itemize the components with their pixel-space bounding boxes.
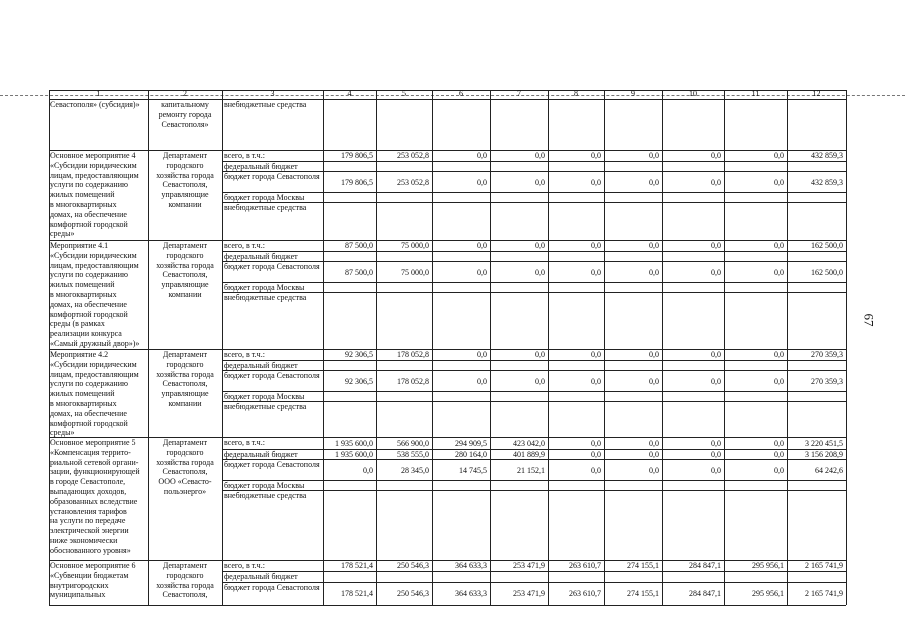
measure-name-line: Севастополя» (субсидия)» xyxy=(50,100,140,109)
column-number: 2 xyxy=(183,89,187,98)
measure-name-line: выпадающих доходов, xyxy=(50,487,127,496)
measure-name-line: установления тарифов xyxy=(50,506,127,516)
responsible-executor-line: капитальному xyxy=(161,100,209,109)
responsible-executor-line: Севастополя, xyxy=(162,270,208,280)
budget-value: 0,0 xyxy=(774,350,784,359)
measure-name-line: «Компенсация террито- xyxy=(50,447,131,457)
budget-value: 284 847,1 xyxy=(689,561,721,570)
budget-value: 0,0 xyxy=(649,267,659,277)
budget-value: 566 900,0 xyxy=(397,439,429,448)
budget-value: 0,0 xyxy=(477,241,487,250)
budget-value: 0,0 xyxy=(649,376,659,386)
measure-name-line: лицам, предоставляющим xyxy=(50,170,139,180)
budget-value: 0,0 xyxy=(535,350,545,359)
funding-source: всего, в т.ч.: xyxy=(224,561,265,570)
responsible-executor-line: управляющие xyxy=(161,280,209,290)
responsible-executor-line: ООО «Севасто- xyxy=(158,477,212,487)
responsible-executor-line: компании xyxy=(168,290,202,299)
budget-value: 253 471,9 xyxy=(513,561,545,570)
measure-name-line: «Субсидии юридическим xyxy=(50,250,137,260)
budget-value: 284 847,1 xyxy=(689,589,721,598)
budget-value: 178 052,8 xyxy=(397,376,429,386)
budget-value: 0,0 xyxy=(711,267,721,277)
responsible-executor-line: городского xyxy=(166,160,204,170)
budget-value: 0,0 xyxy=(774,465,784,475)
measure-name-line: «Субсидии юридическим xyxy=(50,359,137,369)
measure-name-line: комфортной городской xyxy=(50,418,128,428)
budget-value: 274 155,1 xyxy=(627,561,659,570)
responsible-executor-line: ремонту города xyxy=(158,109,212,119)
budget-value: 0,0 xyxy=(711,151,721,160)
budget-value: 87 500,0 xyxy=(345,267,373,277)
budget-value: 28 345,0 xyxy=(401,465,429,475)
budget-value: 0,0 xyxy=(535,376,545,386)
budget-value: 0,0 xyxy=(711,177,721,187)
budget-value: 270 359,3 xyxy=(811,376,843,386)
column-divider xyxy=(662,90,663,605)
budget-value: 0,0 xyxy=(774,450,784,459)
budget-value: 0,0 xyxy=(477,267,487,277)
column-number: 7 xyxy=(517,89,521,98)
funding-source: федеральный бюджет xyxy=(224,572,298,581)
budget-value: 0,0 xyxy=(711,350,721,359)
responsible-executor-line: Севастополя, xyxy=(162,590,208,600)
funding-source: всего, в т.ч.: xyxy=(224,241,265,250)
responsible-executor-line: Департамент xyxy=(162,151,208,160)
column-divider xyxy=(548,90,549,605)
budget-value: 162 500,0 xyxy=(811,241,843,250)
funding-source: бюджет города Москвы xyxy=(224,481,305,490)
funding-source: внебюджетные средства xyxy=(224,100,307,109)
budget-value: 0,0 xyxy=(711,450,721,459)
column-number: 5 xyxy=(402,89,406,98)
budget-value: 87 500,0 xyxy=(345,241,373,250)
budget-value: 0,0 xyxy=(591,267,601,277)
responsible-executor-line: польэнерго» xyxy=(163,487,207,496)
budget-value: 0,0 xyxy=(591,241,601,250)
budget-value: 75 000,0 xyxy=(401,267,429,277)
budget-value: 253 471,9 xyxy=(513,589,545,598)
budget-value: 179 806,5 xyxy=(341,151,373,160)
budget-value: 253 052,8 xyxy=(397,151,429,160)
budget-value: 178 052,8 xyxy=(397,350,429,359)
budget-value: 178 521,4 xyxy=(341,561,373,570)
responsible-executor-line: городского xyxy=(166,250,204,260)
column-divider xyxy=(323,90,324,605)
measure-name-line: среды» xyxy=(50,229,75,239)
column-number: 4 xyxy=(347,89,352,98)
measure-name-line: в многоквартирных xyxy=(50,200,117,209)
budget-value: 0,0 xyxy=(363,465,373,475)
budget-value: 538 555,0 xyxy=(397,450,429,459)
budget-value: 0,0 xyxy=(477,350,487,359)
measure-name-line: обоснованного уровня» xyxy=(50,545,131,555)
budget-value: 64 242,6 xyxy=(815,465,843,475)
column-number: 10 xyxy=(689,89,697,98)
measure-name-line: жилых помещений xyxy=(50,389,115,399)
budget-value: 263 610,7 xyxy=(569,589,601,598)
budget-value: 0,0 xyxy=(649,177,659,187)
budget-value: 274 155,1 xyxy=(627,589,659,598)
column-divider xyxy=(724,90,725,605)
funding-source: бюджет города Севастополя xyxy=(224,262,320,271)
column-number: 6 xyxy=(459,89,463,98)
budget-value: 0,0 xyxy=(649,439,659,448)
budget-value: 0,0 xyxy=(774,439,784,448)
responsible-executor-line: Севастополя, xyxy=(162,467,208,477)
column-divider xyxy=(222,90,223,605)
measure-name-line: муниципальных xyxy=(50,590,106,600)
budget-value: 364 633,3 xyxy=(455,561,487,570)
measure-name-line: услуги по содержанию xyxy=(50,180,128,190)
budget-value: 0,0 xyxy=(591,376,601,386)
column-divider xyxy=(432,90,433,605)
budget-value: 3 156 208,9 xyxy=(805,450,843,459)
measure-name-line: среды (в рамках xyxy=(50,319,105,329)
funding-source: бюджет города Москвы xyxy=(224,392,305,401)
measure-name-line: комфортной городской xyxy=(50,309,128,319)
responsible-executor-line: управляющие xyxy=(161,190,209,200)
responsible-executor-line: городского xyxy=(166,359,204,369)
responsible-executor-line: Департамент xyxy=(162,438,208,447)
budget-value: 294 909,5 xyxy=(455,439,487,448)
responsible-executor-line: городского xyxy=(166,570,204,580)
measure-name-line: Основное мероприятие 4 xyxy=(50,151,136,160)
measure-name-line: домах, на обеспечение xyxy=(50,209,127,219)
measure-name-line: зации, функционирующей xyxy=(50,467,140,477)
budget-value: 0,0 xyxy=(649,151,659,160)
responsible-executor-line: Департамент xyxy=(162,350,208,359)
funding-source: бюджет города Севастополя xyxy=(224,460,320,469)
budget-value: 432 859,3 xyxy=(811,177,843,187)
column-number: 12 xyxy=(812,89,821,98)
responsible-executor-line: Департамент xyxy=(162,241,208,250)
responsible-executor-line: Севастополя, xyxy=(162,379,208,389)
measure-name-line: лицам, предоставляющим xyxy=(50,369,139,379)
budget-value: 250 546,3 xyxy=(397,561,429,570)
budget-value: 2 165 741,9 xyxy=(805,561,843,570)
budget-value: 1 935 600,0 xyxy=(335,450,373,459)
budget-value: 0,0 xyxy=(591,151,601,160)
funding-source: внебюджетные средства xyxy=(224,402,307,411)
budget-value: 0,0 xyxy=(535,151,545,160)
measure-name-line: электрической энергии xyxy=(50,526,129,536)
budget-value: 364 633,3 xyxy=(455,589,487,598)
column-divider xyxy=(604,90,605,605)
measure-name-line: услуги по содержанию xyxy=(50,270,128,280)
budget-value: 179 806,5 xyxy=(341,177,373,187)
measure-name-line: Мероприятие 4.2 xyxy=(50,350,109,359)
measure-name-line: Основное мероприятие 5 xyxy=(50,438,136,447)
measure-name-line: «Субвенции бюджетам xyxy=(50,570,129,580)
budget-value: 295 956,1 xyxy=(752,589,784,598)
responsible-executor-line: Севастополя» xyxy=(161,119,209,129)
measure-name-line: домах, на обеспечение xyxy=(50,408,127,418)
measure-name-line: «Субсидии юридическим xyxy=(50,160,137,170)
funding-source: внебюджетные средства xyxy=(224,491,307,500)
responsible-executor-line: хозяйства города xyxy=(156,260,214,270)
budget-value: 270 359,3 xyxy=(811,350,843,359)
measure-name-line: в многоквартирных xyxy=(50,290,117,299)
column-divider xyxy=(787,90,788,605)
funding-source: бюджет города Севастополя xyxy=(224,172,320,181)
budget-value: 0,0 xyxy=(649,465,659,475)
budget-value: 162 500,0 xyxy=(811,267,843,277)
budget-value: 0,0 xyxy=(774,267,784,277)
measure-name-line: Мероприятие 4.1 xyxy=(50,241,109,250)
budget-value: 253 052,8 xyxy=(397,177,429,187)
budget-value: 0,0 xyxy=(774,241,784,250)
budget-value: 0,0 xyxy=(535,241,545,250)
budget-value: 0,0 xyxy=(591,465,601,475)
measure-name-line: в многоквартирных xyxy=(50,399,117,408)
measure-name-line: комфортной городской xyxy=(50,219,128,229)
funding-source: федеральный бюджет xyxy=(224,252,298,261)
responsible-executor-line: компании xyxy=(168,200,202,209)
funding-source: федеральный бюджет xyxy=(224,450,298,459)
budget-value: 0,0 xyxy=(591,450,601,459)
responsible-executor-line: компании xyxy=(168,399,202,408)
budget-value: 178 521,4 xyxy=(341,589,373,598)
budget-value: 92 306,5 xyxy=(345,350,373,359)
table-bottom-border xyxy=(49,605,846,606)
measure-name-line: риальной сетевой органи- xyxy=(50,457,139,467)
measure-name-line: реализации конкурса xyxy=(50,329,122,339)
measure-name-line: домах, на обеспечение xyxy=(50,299,127,309)
budget-value: 423 042,0 xyxy=(513,439,545,448)
budget-value: 0,0 xyxy=(711,376,721,386)
budget-value: 0,0 xyxy=(535,177,545,187)
budget-value: 0,0 xyxy=(591,350,601,359)
column-number: 9 xyxy=(631,89,635,98)
funding-source: всего, в т.ч.: xyxy=(224,151,265,160)
funding-source: бюджет города Севастополя xyxy=(224,371,320,380)
funding-source: федеральный бюджет xyxy=(224,361,298,370)
budget-value: 0,0 xyxy=(591,439,601,448)
responsible-executor-line: городского xyxy=(166,447,204,457)
page-number: 67 xyxy=(861,313,877,327)
budget-value: 0,0 xyxy=(711,465,721,475)
budget-value: 0,0 xyxy=(711,439,721,448)
column-divider xyxy=(846,90,847,605)
budget-value: 401 889,9 xyxy=(513,450,545,459)
budget-value: 280 164,0 xyxy=(455,450,487,459)
measure-name-line: услуги по содержанию xyxy=(50,379,128,389)
budget-value: 0,0 xyxy=(774,376,784,386)
budget-value: 295 956,1 xyxy=(752,561,784,570)
column-number: 1 xyxy=(96,89,101,98)
measure-name-line: жилых помещений xyxy=(50,190,115,200)
budget-value: 75 000,0 xyxy=(401,241,429,250)
budget-value: 0,0 xyxy=(649,450,659,459)
measure-name-line: среды» xyxy=(50,428,75,438)
budget-value: 0,0 xyxy=(477,151,487,160)
budget-value: 263 610,7 xyxy=(569,561,601,570)
responsible-executor-line: хозяйства города xyxy=(156,170,214,180)
budget-value: 0,0 xyxy=(591,177,601,187)
responsible-executor-line: Севастополя, xyxy=(162,180,208,190)
responsible-executor-line: Департамент xyxy=(162,561,208,570)
column-number: 3 xyxy=(270,89,275,98)
budget-value: 14 745,5 xyxy=(459,465,487,475)
budget-value: 0,0 xyxy=(477,177,487,187)
responsible-executor-line: хозяйства города xyxy=(156,580,214,590)
budget-value: 0,0 xyxy=(711,241,721,250)
budget-value: 0,0 xyxy=(649,241,659,250)
measure-name-line: Основное мероприятие 6 xyxy=(50,561,136,570)
measure-name-line: внутригородских xyxy=(50,580,109,590)
measure-name-line: «Самый дружный двор»)» xyxy=(50,339,140,348)
responsible-executor-line: хозяйства города xyxy=(156,369,214,379)
funding-source: всего, в т.ч.: xyxy=(224,438,265,447)
column-divider xyxy=(490,90,491,605)
measure-name-line: в городе Севастополе, xyxy=(50,477,126,487)
funding-source: внебюджетные средства xyxy=(224,293,307,302)
column-number: 11 xyxy=(751,89,760,98)
funding-source: всего, в т.ч.: xyxy=(224,350,265,359)
budget-value: 2 165 741,9 xyxy=(805,589,843,598)
measure-name-line: ниже экономически xyxy=(50,536,118,545)
responsible-executor-line: управляющие xyxy=(161,389,209,399)
funding-source: федеральный бюджет xyxy=(224,162,298,171)
budget-value: 21 152,1 xyxy=(517,465,545,475)
budget-value: 0,0 xyxy=(649,350,659,359)
budget-value: 0,0 xyxy=(774,151,784,160)
responsible-executor-line: хозяйства города xyxy=(156,457,214,467)
budget-value: 0,0 xyxy=(774,177,784,187)
measure-name-line: жилых помещений xyxy=(50,280,115,290)
measure-name-line: на услуги по передаче xyxy=(50,516,126,526)
budget-value: 432 859,3 xyxy=(811,151,843,160)
funding-source: внебюджетные средства xyxy=(224,203,307,212)
column-number: 8 xyxy=(574,89,578,98)
funding-source: бюджет города Москвы xyxy=(224,283,305,292)
funding-source: бюджет города Москвы xyxy=(224,193,305,202)
measure-name-line: лицам, предоставляющим xyxy=(50,260,139,270)
measure-name-line: образованных вследствие xyxy=(50,496,138,506)
budget-value: 92 306,5 xyxy=(345,376,373,386)
budget-value: 250 546,3 xyxy=(397,589,429,598)
column-divider xyxy=(376,90,377,605)
budget-value: 1 935 600,0 xyxy=(335,439,373,448)
budget-value: 0,0 xyxy=(477,376,487,386)
budget-value: 3 220 451,5 xyxy=(805,439,843,448)
funding-source: бюджет города Севастополя xyxy=(224,583,320,592)
budget-value: 0,0 xyxy=(535,267,545,277)
